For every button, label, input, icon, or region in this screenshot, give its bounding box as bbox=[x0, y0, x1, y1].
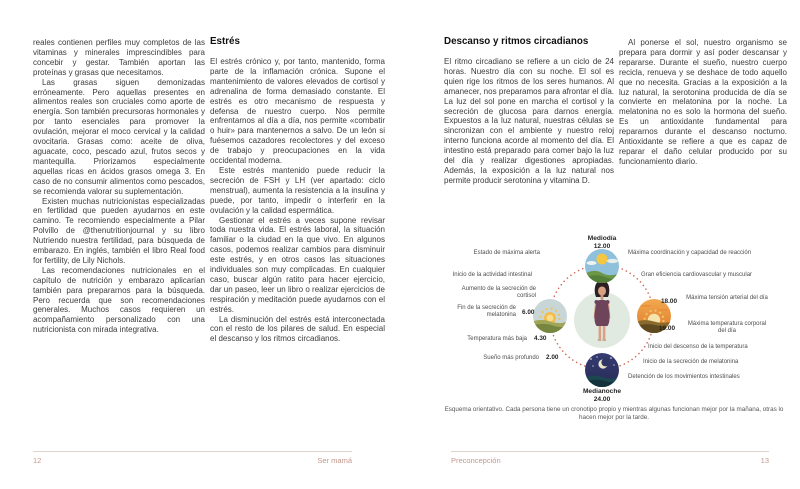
running-title-right: Preconcepción bbox=[451, 456, 501, 465]
paragraph: reales contienen perfiles muy completos de las vitaminas y minerales imprescindibles para concebir y gestar. También aportan las proteínas y grasas que necesitamos. bbox=[33, 38, 205, 77]
paragraph: Las recomendaciones nutricionales en el capítulo de nutrición y embarazo aplicarían también para prepararnos para la búsqueda. Pero recuerda que son recomendaciones generales. Muchos casos requieren un acompañamiento personalizado con una nutricionista con mirada integrativa. bbox=[33, 265, 205, 335]
midnight-axis-label bbox=[570, 388, 634, 404]
noon-axis-label bbox=[570, 235, 634, 251]
column-1 bbox=[33, 38, 205, 335]
sunrise-icon bbox=[533, 299, 567, 333]
time-2: 2.00 bbox=[546, 354, 559, 361]
label-temperatura-baja: Temperatura más baja bbox=[467, 336, 527, 342]
paragraph: El estrés crónico y, por tanto, mantenido, forma parte de la inflamación crónica. Supone el mantenimiento de valores elevados de cortisol y adrenalina de forma demasiado constante. El estrés es otro mecanismo de respuesta y defensa de nuestro cuerpo. Nos permite enfrentarnos al día a día, nos permite «combatir o huir» para mantenernos a salvo. De un león si fuésemos cazadores recolectores y del exceso de trabajo y preocupaciones en la vida occidental moderna. bbox=[210, 57, 385, 166]
diagram-caption: Esquema orientativo. Cada persona tiene un cronotipo propio y mientras algunas funcionan mejor por la mañana, otras lo hacen mejor por la tarde. bbox=[444, 406, 784, 421]
midnight-icon bbox=[585, 353, 619, 387]
midday-icon bbox=[585, 249, 619, 283]
label-eficiencia-cardiovascular: Gran eficiencia cardiovascular y muscular bbox=[641, 272, 753, 278]
time-6: 6.00 bbox=[522, 309, 535, 316]
label-detencion-intestinal: Detención de los movimientos intestinales bbox=[628, 374, 740, 380]
column-2 bbox=[210, 36, 385, 344]
paragraph: Las grasas siguen demonizadas erróneamente. Pero aquellas presentes en alimentos reales son cruciales como aporte de energía. Son también precursoras hormonales y por tanto esenciales para promover la ovulación, mejorar el moco cervical y la calidad ovocitaria. Grasas como: aceite de oliva, aguacate, coco, pescado azul, frutos secos y mantequilla. Priorizamos especialmente aquellas ricas en ácidos grasos omega 3. En caso de no consumir alimentos como pescados, se recomienda valorar su suplementación. bbox=[33, 77, 205, 196]
footer-rule-right bbox=[451, 451, 769, 452]
paragraph: Este estrés mantenido puede reducir la secreción de FSH y LH (ver apartado: ciclo menstrual), aumenta la resistencia a la insulina y puede, por tanto, impedir o interferir en la ovulación y la calidad espermática. bbox=[210, 165, 385, 215]
running-title-left: Ser mamá bbox=[317, 456, 352, 465]
midnight-time: 24.00 bbox=[593, 396, 611, 403]
label-descenso-temperatura: Inicio del descenso de la temperatura bbox=[648, 344, 748, 350]
label-secrecion-cortisol: Aumento de la secreción de cortisol bbox=[461, 286, 536, 300]
label-tension-arterial: Máxima tensión arterial del día bbox=[686, 295, 768, 301]
time-4-30: 4.30 bbox=[534, 335, 547, 342]
circadian-diagram bbox=[440, 232, 790, 404]
paragraph: Gestionar el estrés a veces supone revisar toda nuestra vida. El estrés laboral, la situación familiar o la ciudad en la que vivo. En algunos casos, podemos realizar cambios para disminuir este estrés, y en otros casos las situaciones individuales son muy complicadas. En cualquier caso, buscar algún ratito para hacer ejercicio, dar un paseo, leer un libro o realizar ejercicios de respiración y meditación puede ayudarnos con el estrés. bbox=[210, 215, 385, 314]
page-number-right: 13 bbox=[760, 456, 769, 465]
label-inicio-melatonina: Inicio de la secreción de melatonina bbox=[643, 359, 739, 365]
label-fin-melatonina: Fin de la secreción de melatonina bbox=[457, 305, 516, 319]
time-19: 19.00 bbox=[659, 325, 675, 332]
paragraph: Al ponerse el sol, nuestro organismo se prepara para dormir y así poder descansar y repararse. Durante el sueño, nuestro cuerpo recicla, renueva y se deshace de todo aquello que no necesita. Gracias a la exposición a la luz natural, la serotonina producida de día se convierte en melatonina por la noche. La melatonina no es solo la hormona del sueño. Es un antioxidante fundamental para repararnos durante el descanso nocturno. Antioxidante se refiere a que es capaz de reparar el daño celular producido por su funcionamiento diario. bbox=[619, 38, 787, 166]
section-heading-estres: Estrés bbox=[210, 36, 240, 47]
column-4 bbox=[619, 38, 787, 167]
label-actividad-intestinal: Inicio de la actividad intestinal bbox=[452, 272, 532, 278]
section-heading-descanso: Descanso y ritmos circadianos bbox=[444, 36, 589, 47]
page-number-left: 12 bbox=[33, 456, 42, 465]
paragraph: La disminución del estrés está interconectada con el resto de los pilares de salud. En especial el descanso y los ritmos circadianos. bbox=[210, 314, 385, 344]
label-sueno-profundo: Sueño más profundo bbox=[483, 355, 539, 361]
label-max-alerta: Estado de máxima alerta bbox=[473, 250, 540, 256]
paragraph: El ritmo circadiano se refiere a un ciclo de 24 horas. Nuestro día con su noche. El sol es quien rige los ritmos de los seres humanos. Al amanecer, nos preparamos para afrontar el día. La luz del sol pone en marcha el cortisol y la secreción de glucosa para darnos energía. Expuestos a la luz natural, nuestras células se sincronizan con el ambiente y nuestro reloj interno funciona acorde al momento del día. El intestino está preparado para comer bajo la luz del día y realizar digestiones apropiadas. Además, la exposición a la luz natural nos permite producir serotonina y vitamina D. bbox=[444, 57, 614, 185]
standing-woman-icon bbox=[583, 280, 621, 346]
midnight-label: Medianoche bbox=[582, 388, 622, 395]
label-temperatura-corporal: Máxima temperatura corporal del día bbox=[687, 321, 767, 335]
paragraph: Existen muchas nutricionistas especializadas en fertilidad que pueden ayudarnos en este camino. Te recomiendo especialmente a Pilar Polvillo de @thenutritionjournal y su libro Nutriendo nuestra fertilidad, para búsqueda de embarazo. En inglés, también el libro Real food for fertility, de Lily Nichols. bbox=[33, 196, 205, 265]
noon-label: Mediodía bbox=[587, 235, 617, 242]
footer-rule-left bbox=[33, 451, 352, 452]
time-18: 18.00 bbox=[661, 298, 677, 305]
column-3 bbox=[444, 36, 614, 186]
label-max-coordinacion: Máxima coordinación y capacidad de reacción bbox=[628, 250, 752, 256]
noon-time: 12.00 bbox=[593, 243, 611, 250]
